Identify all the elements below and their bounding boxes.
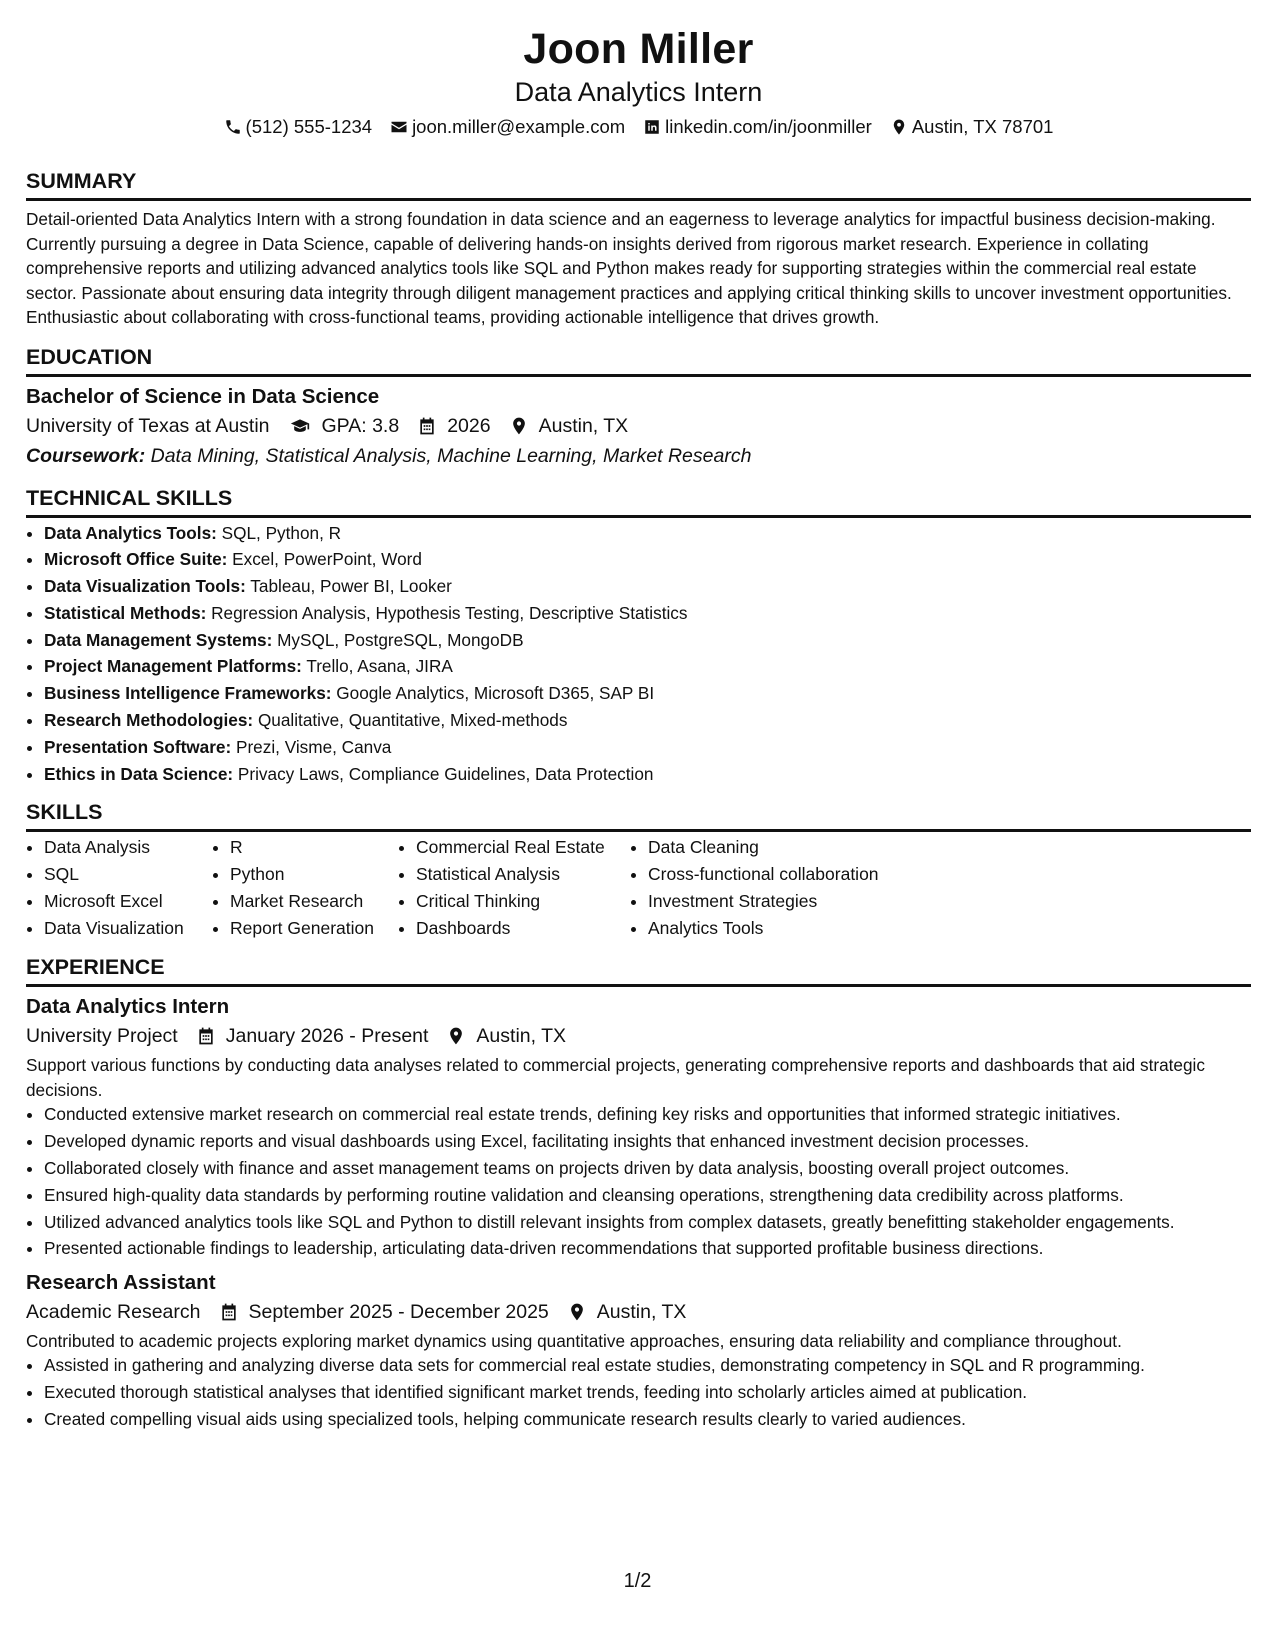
experience-section (26, 954, 1251, 1431)
resume-header (26, 0, 1251, 140)
skill-item: • Data Analysis (44, 834, 212, 861)
technical-skills-heading: TECHNICAL SKILLS (26, 485, 1251, 518)
education-section (26, 344, 1251, 471)
skill-item: • Data Visualization (44, 915, 212, 942)
job-location: Austin, TX (476, 1025, 567, 1048)
technical-skills-section (26, 485, 1251, 788)
job-org-item (26, 1297, 201, 1327)
job-dates: September 2025 - December 2025 (248, 1300, 549, 1323)
job-entry (26, 993, 1251, 1260)
skill-item: • Python (230, 861, 398, 888)
technical-skill-item (44, 680, 1251, 707)
summary-heading: SUMMARY (26, 168, 1251, 201)
envelope-icon (390, 118, 408, 136)
technical-skill-item (44, 707, 1251, 734)
technical-skill-label: Data Analytics Tools: (44, 522, 217, 543)
job-org-item (26, 1021, 178, 1051)
skills-heading: SKILLS (26, 799, 1251, 832)
coursework-line (26, 441, 1251, 471)
job-bullet: • Presented actionable findings to leadership, articulating data-driven recommendations that supported profitable business directions. (44, 1236, 1251, 1261)
job-bullet: • Developed dynamic reports and visual dashboards using Excel, facilitating insights that enhanced investment decision processes. (44, 1129, 1251, 1154)
map-pin-icon (567, 1302, 587, 1322)
contact-bar (26, 114, 1251, 140)
job-bullet: • Created compelling visual aids using specialized tools, helping communicate research results clearly to varied audiences. (44, 1407, 1251, 1432)
phone-icon (224, 118, 242, 136)
job-bullet: • Collaborated closely with finance and asset management teams on projects driven by data analysis, boosting overall project outcomes. (44, 1156, 1251, 1181)
phone-text: (512) 555-1234 (245, 116, 373, 137)
job-org: Academic Research (26, 1300, 201, 1323)
gpa-item (288, 411, 400, 441)
page-number: 1/2 (623, 1570, 652, 1592)
job-summary: Contributed to academic projects exploring market dynamics using quantitative approaches, ensuring data reliability and compliance throughout. (26, 1330, 1122, 1351)
technical-skill-value: Prezi, Visme, Canva (235, 736, 392, 757)
technical-skill-label: Business Intelligence Frameworks: (44, 683, 332, 704)
map-pin-icon (446, 1026, 466, 1046)
technical-skill-item (44, 573, 1251, 600)
candidate-name: Joon Miller (523, 25, 754, 73)
job-summary: Support various functions by conducting data analyses related to commercial projects, generating comprehensive reports and dashboards that aid strategic decisions. (26, 1055, 1205, 1100)
technical-skill-value: Google Analytics, Microsoft D365, SAP BI (336, 683, 655, 704)
calendar-icon (417, 416, 437, 436)
summary-text: Detail-oriented Data Analytics Intern with a strong foundation in data science and an eagerness to leverage analytics for impactful business decision-making. Currently pursuing a degree in Data Science, capable of delivering hands-on insights derived from rigorous market research. Experience in collating comprehensive reports and utilizing advanced analytics tools like SQL and Python makes ready for supporting strategies within the commercial real estate sector. Passionate about ensuring data integrity through diligent management practices and applying critical thinking skills to uncover investment opportunities. Enthusiastic about collaborating with cross-functional teams, providing actionable intelligence that drives growth. (26, 209, 1232, 327)
skill-item: • Commercial Real Estate (416, 834, 630, 861)
technical-skill-item (44, 761, 1251, 788)
job-bullet: • Ensured high-quality data standards by performing routine validation and cleansing operations, strengthening data credibility across platforms. (44, 1183, 1251, 1208)
technical-skill-item (44, 627, 1251, 654)
coursework-label: Coursework: (26, 444, 146, 467)
job-bullet: • Utilized advanced analytics tools like SQL and Python to distill relevant insights from complex datasets, greatly benefitting stakeholder engagements. (44, 1210, 1251, 1235)
skill-item: • Data Cleaning (648, 834, 910, 861)
education-heading: EDUCATION (26, 344, 1251, 377)
job-org: University Project (26, 1025, 178, 1048)
technical-skill-label: Ethics in Data Science: (44, 763, 234, 784)
job-meta (26, 1021, 1251, 1051)
job-list (26, 993, 1251, 1431)
skill-item: • Cross-functional collaboration (648, 861, 910, 888)
technical-skill-value: Excel, PowerPoint, Word (232, 549, 422, 570)
experience-heading: EXPERIENCE (26, 954, 1251, 987)
summary-section (26, 168, 1251, 330)
technical-skill-value: Privacy Laws, Compliance Guidelines, Data Protection (237, 763, 654, 784)
technical-skills-list (26, 520, 1251, 788)
job-entry (26, 1269, 1251, 1432)
graduation-cap-icon (288, 416, 312, 436)
skill-item: • SQL (44, 861, 212, 888)
candidate-headline: Data Analytics Intern (514, 77, 763, 107)
degree-title: Bachelor of Science in Data Science (26, 384, 380, 408)
resume-page (26, 0, 1251, 1434)
technical-skill-item (44, 653, 1251, 680)
job-title: Research Assistant (26, 1270, 216, 1294)
coursework-text: Data Mining, Statistical Analysis, Machine Learning, Market Research (150, 444, 752, 467)
skill-item: • Investment Strategies (648, 888, 910, 915)
skills-column (398, 834, 630, 942)
job-dates: January 2026 - Present (225, 1025, 429, 1048)
calendar-icon (196, 1026, 216, 1046)
skill-item: • Critical Thinking (416, 888, 630, 915)
technical-skill-label: Research Methodologies: (44, 710, 254, 731)
job-bullets (26, 1102, 1251, 1260)
contact-phone (224, 114, 373, 140)
location-text: Austin, TX 78701 (911, 116, 1054, 137)
education-meta (26, 411, 1251, 441)
skill-item: • Report Generation (230, 915, 398, 942)
skill-item: • Analytics Tools (648, 915, 910, 942)
skill-item: • Statistical Analysis (416, 861, 630, 888)
skills-grid (26, 834, 1251, 942)
linkedin-icon (643, 118, 661, 136)
map-pin-icon (509, 416, 529, 436)
job-bullet: • Assisted in gathering and analyzing diverse data sets for commercial real estate studies, demonstrating competency in SQL and R programming. (44, 1353, 1251, 1378)
technical-skill-label: Project Management Platforms: (44, 656, 302, 677)
technical-skill-value: Tableau, Power BI, Looker (250, 576, 452, 597)
linkedin-text[interactable]: linkedin.com/in/joonmiller (665, 116, 872, 137)
technical-skill-label: Data Visualization Tools: (44, 576, 246, 597)
skills-column (212, 834, 398, 942)
technical-skill-label: Microsoft Office Suite: (44, 549, 228, 570)
map-pin-icon (890, 118, 908, 136)
technical-skill-label: Statistical Methods: (44, 602, 207, 623)
email-text[interactable]: joon.miller@example.com (412, 116, 626, 137)
year-item (417, 411, 490, 441)
skills-column (630, 834, 910, 942)
technical-skill-value: Qualitative, Quantitative, Mixed-methods (257, 710, 568, 731)
job-meta (26, 1297, 1251, 1327)
technical-skill-item (44, 520, 1251, 547)
school-item (26, 411, 270, 441)
skill-item: • Market Research (230, 888, 398, 915)
technical-skill-item (44, 546, 1251, 573)
technical-skill-value: Trello, Asana, JIRA (306, 656, 453, 677)
gpa-text: GPA: 3.8 (321, 414, 400, 437)
technical-skill-value: Regression Analysis, Hypothesis Testing, Descriptive Statistics (211, 602, 688, 623)
calendar-icon (219, 1302, 239, 1322)
job-bullet: • Conducted extensive market research on commercial real estate trends, defining key risks and opportunities that informed strategic initiatives. (44, 1102, 1251, 1127)
job-title: Data Analytics Intern (26, 995, 230, 1019)
job-bullet: • Executed thorough statistical analyses that identified significant market trends, feeding into scholarly articles aimed at publication. (44, 1380, 1251, 1405)
skills-section (26, 799, 1251, 942)
skill-item: • Microsoft Excel (44, 888, 212, 915)
skills-column (26, 834, 212, 942)
job-location: Austin, TX (596, 1300, 687, 1323)
contact-location (890, 114, 1054, 140)
technical-skill-label: Data Management Systems: (44, 629, 273, 650)
school-name: University of Texas at Austin (26, 414, 270, 437)
edu-location-item (509, 411, 629, 441)
edu-location: Austin, TX (538, 414, 629, 437)
job-location-item (446, 1021, 566, 1051)
grad-year: 2026 (447, 414, 491, 437)
job-location-item (567, 1297, 687, 1327)
technical-skill-item (44, 600, 1251, 627)
skill-item: • Dashboards (416, 915, 630, 942)
technical-skill-item (44, 734, 1251, 761)
contact-email[interactable] (390, 114, 625, 140)
technical-skill-value: MySQL, PostgreSQL, MongoDB (277, 629, 524, 650)
job-dates-item (196, 1021, 429, 1051)
job-dates-item (219, 1297, 549, 1327)
technical-skill-label: Presentation Software: (44, 736, 232, 757)
technical-skill-value: SQL, Python, R (221, 522, 342, 543)
skill-item: • R (230, 834, 398, 861)
contact-linkedin[interactable] (643, 114, 872, 140)
job-bullets (26, 1353, 1251, 1431)
